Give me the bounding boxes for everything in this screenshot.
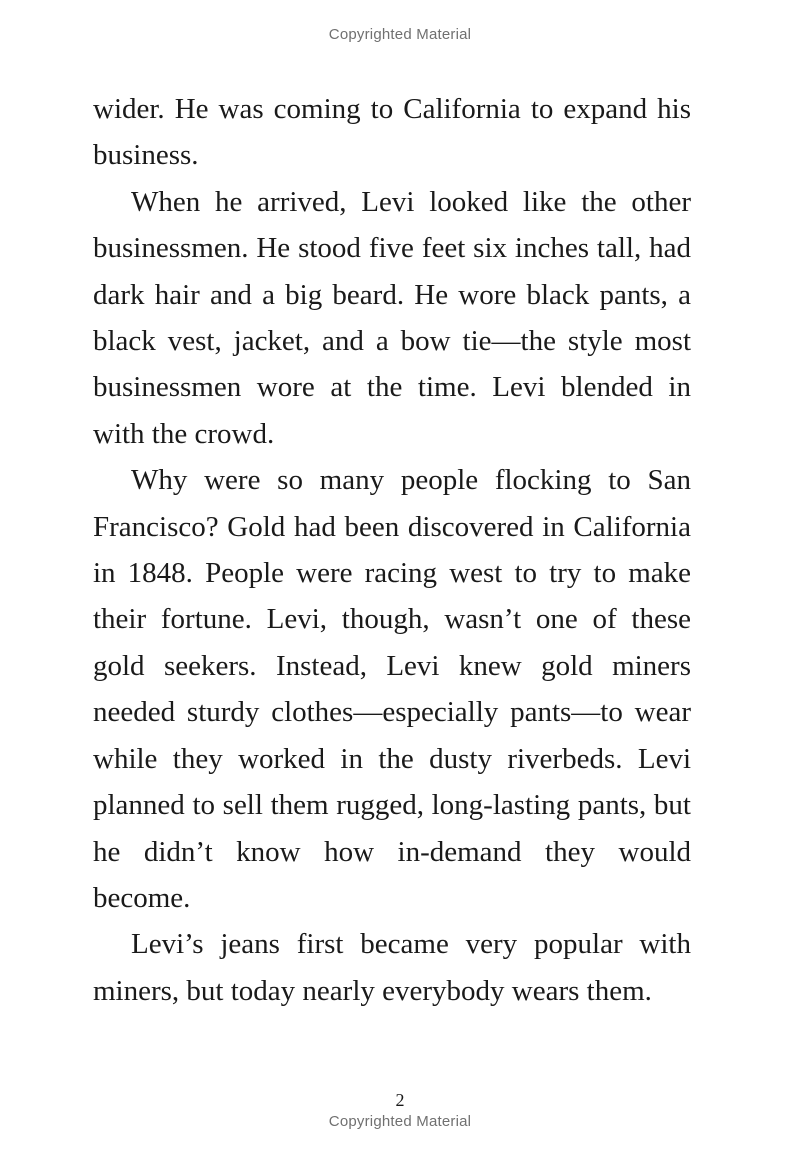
paragraph-gold-rush: Why were so many people flocking to San Francisco? Gold had been discovered in California in 1848. People were racing west to try to make their fortune. Levi, though, wasn’t one of these gold seekers. Instead, Levi knew gold miners needed sturdy clothes—especially pants—to wear while they worked in the dusty riverbeds. Levi planned to sell them rugged, long-lasting pants, but he didn’t know how in-demand they would become.: [93, 464, 691, 914]
paragraph-arrival: When he arrived, Levi looked like the other businessmen. He stood five feet six inches tall, had dark hair and a big beard. He wore black pants, a black vest, jacket, and a bow tie—the style most businessmen wore at the time. Levi blended in with the crowd.: [93, 185, 691, 450]
body-text: [93, 86, 691, 1014]
paragraph-continued: wider. He was coming to California to expand his business.: [93, 93, 691, 172]
copyright-watermark-bottom: Copyrighted Material: [328, 1113, 472, 1130]
paragraph-jeans-popular: Levi’s jeans first became very popular with miners, but today nearly everybody wears them.: [93, 928, 691, 1007]
copyright-watermark-top: Copyrighted Material: [328, 26, 472, 43]
page-number: 2: [395, 1090, 405, 1110]
